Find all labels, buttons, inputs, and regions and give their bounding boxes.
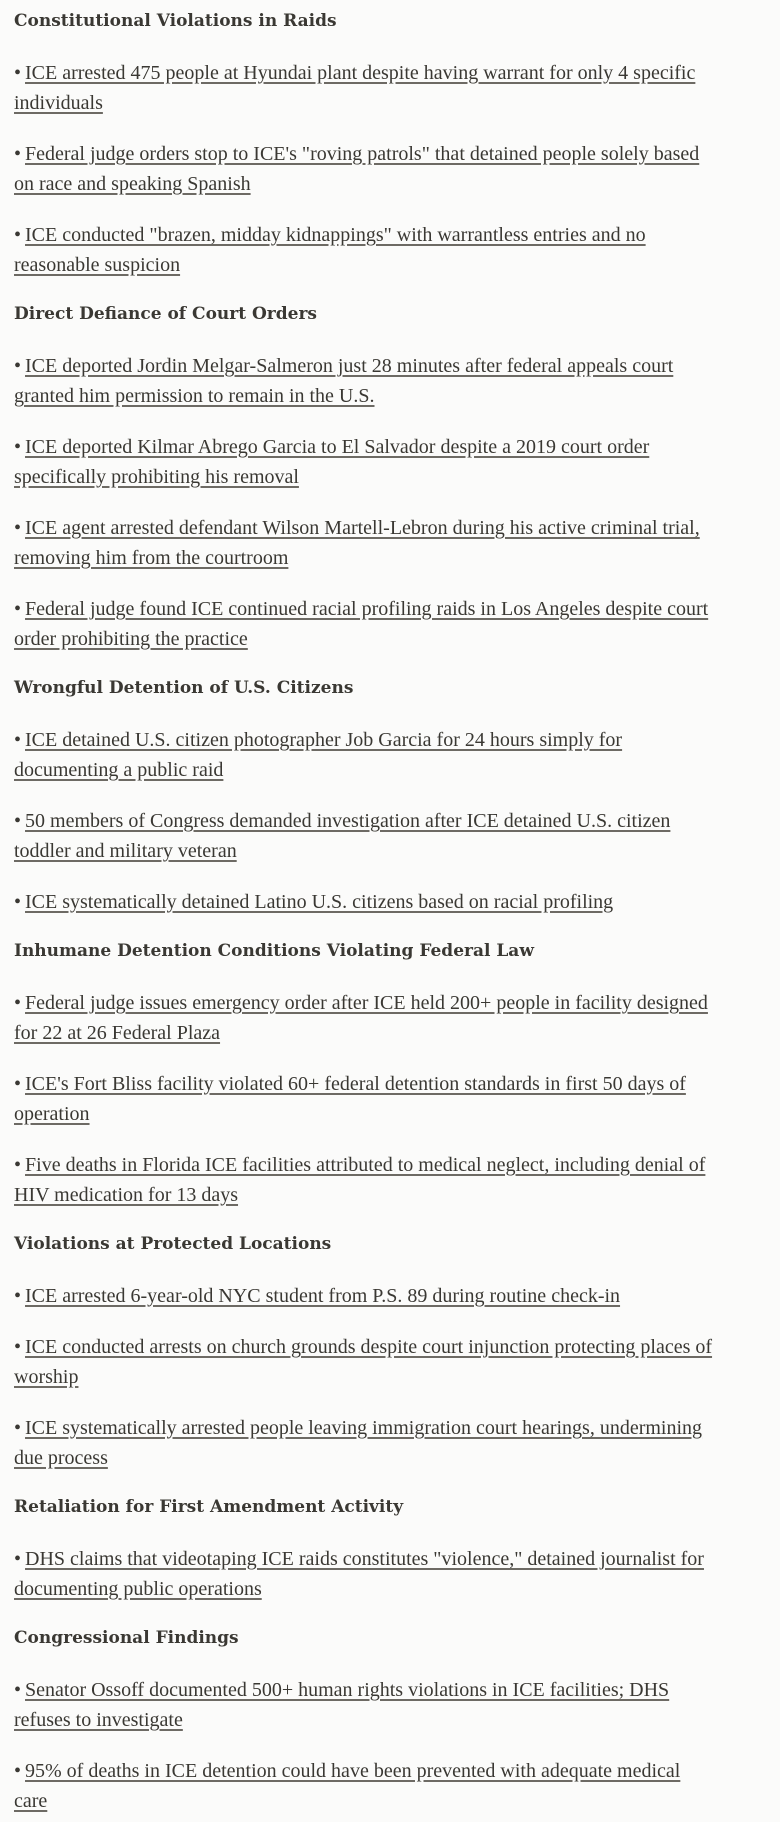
section	[14, 1231, 714, 1473]
list-item	[14, 432, 714, 492]
article-link[interactable]: ICE's Fort Bliss facility violated 60+ federal detention standards in first 50 days of operation	[14, 1073, 686, 1125]
section-heading: Wrongful Detention of U.S. Citizens	[14, 678, 354, 698]
section	[14, 675, 714, 917]
list-item	[14, 351, 714, 411]
section-heading: Retaliation for First Amendment Activity	[14, 1497, 404, 1517]
list-item	[14, 220, 714, 280]
article-link[interactable]: ICE agent arrested defendant Wilson Martell-Lebron during his active criminal trial, removing him from the courtroom	[14, 517, 700, 569]
list-item	[14, 725, 714, 785]
article-link[interactable]: ICE arrested 6-year-old NYC student from P.S. 89 during routine check-in	[25, 1285, 621, 1307]
article-link[interactable]: Senator Ossoff documented 500+ human rights violations in ICE facilities; DHS refuses to investigate	[14, 1679, 670, 1731]
section-heading: Inhumane Detention Conditions Violating Federal Law	[14, 941, 534, 961]
article-link[interactable]: Federal judge found ICE continued racial profiling raids in Los Angeles despite court order prohibiting the practice	[14, 598, 709, 650]
section	[14, 1494, 714, 1604]
bullet: •	[14, 598, 22, 620]
article-link[interactable]: ICE detained U.S. citizen photographer Job Garcia for 24 hours simply for documenting a public raid	[14, 729, 623, 781]
list-item	[14, 988, 714, 1048]
bullet: •	[14, 1285, 22, 1307]
list-item	[14, 1281, 714, 1311]
article-link[interactable]: Federal judge orders stop to ICE's "roving patrols" that detained people solely based on race and speaking Spanish	[14, 143, 700, 195]
bullet: •	[14, 355, 22, 377]
list-item	[14, 1413, 714, 1473]
list-item	[14, 1150, 714, 1210]
bullet: •	[14, 224, 22, 246]
section-heading: Violations at Protected Locations	[14, 1234, 332, 1254]
bullet: •	[14, 810, 22, 832]
bullet: •	[14, 517, 22, 539]
list-item	[14, 58, 714, 118]
section	[14, 1625, 714, 1816]
article-link[interactable]: 50 members of Congress demanded investigation after ICE detained U.S. citizen toddler and military veteran	[14, 810, 671, 862]
bullet: •	[14, 436, 22, 458]
bullet: •	[14, 1760, 22, 1782]
bullet: •	[14, 729, 22, 751]
section	[14, 301, 714, 654]
list-item	[14, 1544, 714, 1604]
article-link[interactable]: ICE deported Kilmar Abrego Garcia to El Salvador despite a 2019 court order specifically prohibiting his removal	[14, 436, 650, 488]
list-item	[14, 1069, 714, 1129]
list-item	[14, 139, 714, 199]
bullet: •	[14, 891, 22, 913]
list-item	[14, 1675, 714, 1735]
list-item	[14, 1332, 714, 1392]
section	[14, 938, 714, 1210]
list-item	[14, 887, 714, 917]
article-link[interactable]: ICE conducted arrests on church grounds despite court injunction protecting places of worship	[14, 1336, 713, 1388]
bullet: •	[14, 143, 22, 165]
article-link[interactable]: ICE conducted "brazen, midday kidnappings" with warrantless entries and no reasonable suspicion	[14, 224, 646, 276]
list-item	[14, 806, 714, 866]
list-item	[14, 1756, 714, 1816]
section	[14, 8, 714, 280]
article-link[interactable]: ICE systematically detained Latino U.S. citizens based on racial profiling	[25, 891, 614, 913]
section-heading: Congressional Findings	[14, 1628, 239, 1648]
article-link[interactable]: Five deaths in Florida ICE facilities attributed to medical neglect, including denial of HIV medication for 13 days	[14, 1154, 706, 1206]
bullet: •	[14, 62, 22, 84]
bullet: •	[14, 1073, 22, 1095]
section-heading: Constitutional Violations in Raids	[14, 11, 337, 31]
article-link[interactable]: 95% of deaths in ICE detention could have been prevented with adequate medical care	[14, 1760, 681, 1812]
section-heading: Direct Defiance of Court Orders	[14, 304, 317, 324]
article-link[interactable]: DHS claims that videotaping ICE raids constitutes "violence," detained journalist for documenting public operations	[14, 1548, 704, 1600]
list-item	[14, 513, 714, 573]
article-link[interactable]: ICE deported Jordin Melgar-Salmeron just 28 minutes after federal appeals court granted him permission to remain in the U.S.	[14, 355, 674, 407]
bullet: •	[14, 1417, 22, 1439]
article-link[interactable]: ICE arrested 475 people at Hyundai plant despite having warrant for only 4 specific individuals	[14, 62, 696, 114]
bullet: •	[14, 1336, 22, 1358]
bullet: •	[14, 992, 22, 1014]
bullet: •	[14, 1548, 22, 1570]
article-link[interactable]: Federal judge issues emergency order after ICE held 200+ people in facility designed for 22 at 26 Federal Plaza	[14, 992, 708, 1044]
bullet: •	[14, 1154, 22, 1176]
bullet: •	[14, 1679, 22, 1701]
article-link[interactable]: ICE systematically arrested people leaving immigration court hearings, undermining due process	[14, 1417, 703, 1469]
list-item	[14, 594, 714, 654]
